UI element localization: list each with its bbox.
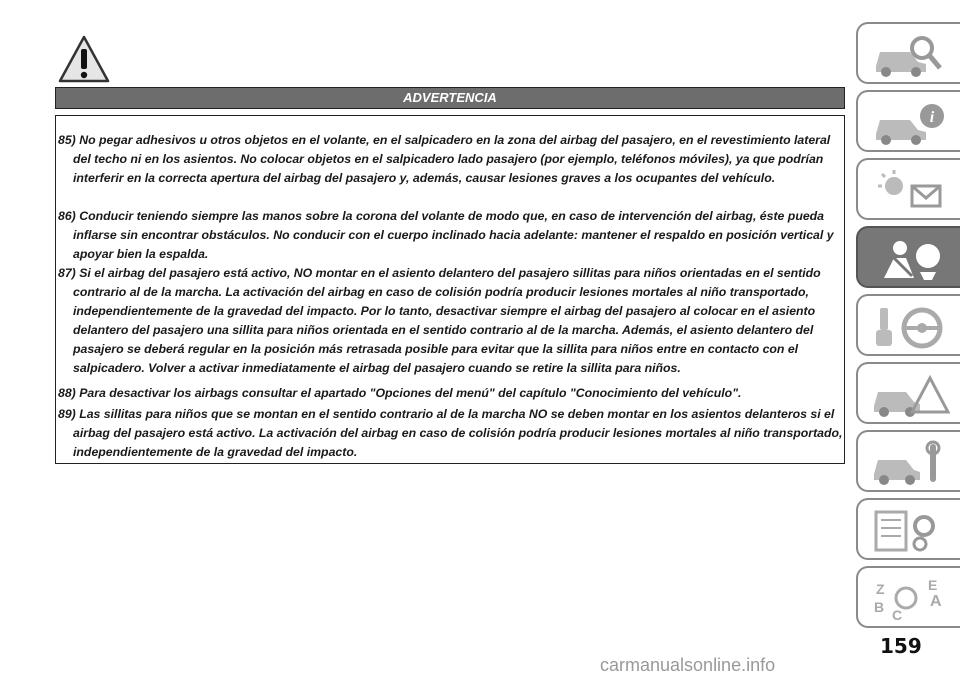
warning-item-text: 85) No pegar adhesivos u otros objetos en el volante, en el salpicadero en la zona del airbag del pasajero, en el revestimiento lateral del techo ni en los asientos. No colocar objetos en el salpicadero lado pasajero (por ejemplo, teléfonos móviles), ya que podrían interferir en la correcta apertura del airbag del pasajero y, además, causar lesiones graves a los ocupantes del vehículo. [58,133,831,185]
svg-text:C: C [892,607,903,622]
watermark: carmanualsonline.info [600,655,776,675]
warning-item-85 [58,131,844,188]
car-emergency-icon [870,372,950,418]
tab-car-maintenance[interactable] [856,430,960,492]
page-number: 159 [880,634,922,658]
warning-item-text: 89) Las sillitas para niños que se montan en el sentido contrario al de la marcha NO se deben montar en los asientos delanteros si el airbag del pasajero está activo. La activación del airbag en caso de colisión podría producir lesiones mortales al niño transportado, independientemente de la gravedad del impacto. [58,407,843,459]
warning-item-86 [58,207,844,264]
warning-item-87 [58,264,844,378]
svg-text:i: i [929,109,935,126]
tab-technical-data[interactable] [856,498,960,560]
airbag-seatbelt-icon [870,236,950,282]
tab-car-search[interactable] [856,22,960,84]
tab-car-emergency[interactable] [856,362,960,424]
tab-car-info[interactable] [856,90,960,152]
key-steering-wheel-icon [870,304,950,350]
technical-data-icon [870,508,950,554]
tab-key-steering-wheel[interactable] [856,294,960,356]
warning-lights-icon [870,168,950,214]
car-info-icon [870,100,950,146]
svg-text:E: E [928,577,938,593]
warning-triangle-icon [58,35,110,83]
warning-item-text: 86) Conducir teniendo siempre las manos sobre la corona del volante de modo que, en caso de intervención del airbag, éste pueda inflarse sin encontrar obstáculos. No conducir con el cuerpo inclinado hacia adelante: mantener el respaldo en posición vertical y apoyar bien la espalda. [58,209,834,261]
warning-item-text: 87) Si el airbag del pasajero está activo, NO montar en el asiento delantero del pasajero sillitas para niños orientadas en el sentido contrario al de la marcha. La activación del airbag en caso de colisión podría producir lesiones mortales al niño transportado, independientemente de la gravedad del impacto. Por lo tanto, desactivar siempre el airbag del pasajero al colocar en el asiento delantero del pasajero una sillita para niños orientada en el sentido contrario al de la marcha. Además, el asiento delantero del pasajero se deberá regular en la posición más retrasada posible para evitar que la sillita para niños entre en contacto con el salpicadero. Volver a activar inmediatamente el airbag del pasajero cuando se retire la sillita para niños. [58,266,821,375]
svg-text:A: A [930,593,942,610]
tab-warning-lights[interactable] [856,158,960,220]
warning-item-89 [58,405,844,462]
warning-item-88 [58,384,844,403]
svg-text:Z: Z [876,581,885,597]
svg-text:B: B [874,599,885,615]
tab-airbag-seatbelt[interactable] [856,226,960,288]
car-search-icon [870,32,950,78]
car-maintenance-icon [870,440,950,486]
warning-banner: ADVERTENCIA [55,87,845,109]
warning-item-text: 88) Para desactivar los airbags consultar el apartado "Opciones del menú" del capítulo "Conocimiento del vehículo". [58,386,742,400]
alphabetical-index-icon [870,576,950,622]
tab-alphabetical-index[interactable] [856,566,960,628]
